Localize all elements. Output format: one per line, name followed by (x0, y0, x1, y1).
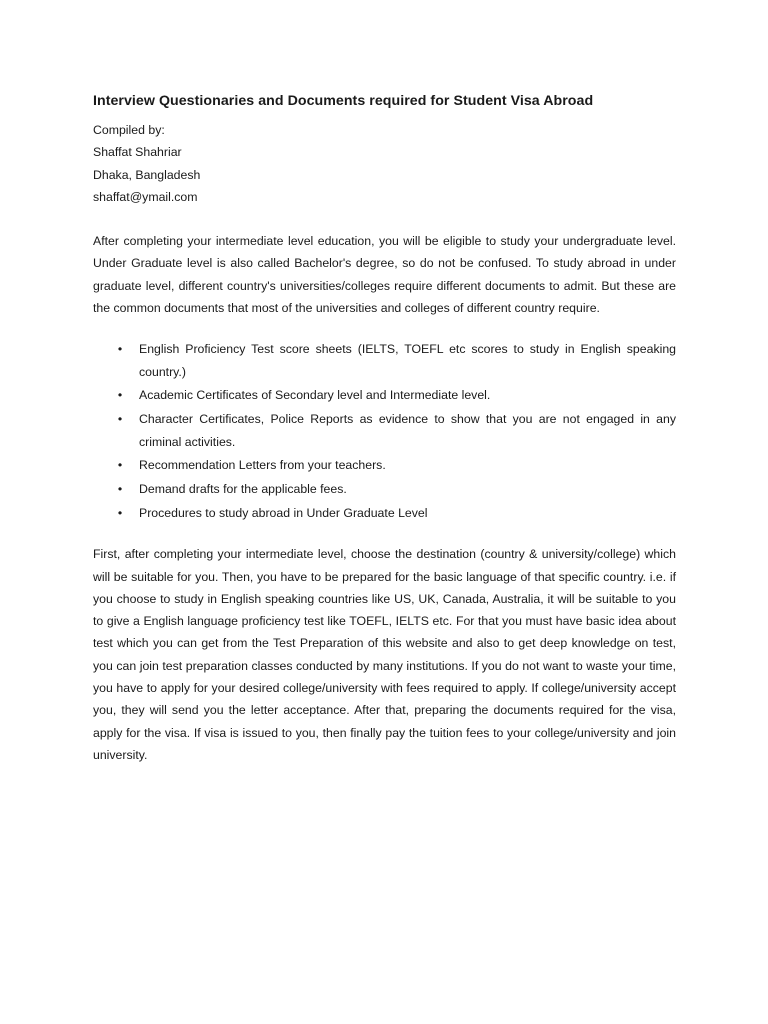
bullet-icon: • (117, 505, 123, 520)
intro-paragraph: After completing your intermediate level education, you will be eligible to study your undergraduate level. Under Graduate level is also called Bachelor's degree, so do not be confused. To study abroad in under graduate level, different country's universities/colleges require different documents to admit. But these are the common documents that most of the universities and colleges of different country require. (93, 234, 676, 316)
procedure-paragraph: First, after completing your intermediate level, choose the destination (country & university/college) which will be suitable for you. Then, you have to be prepared for the basic language of that specific country. i.e. if you choose to study in English speaking countries like US, UK, Canada, Australia, it will be suitable to you to give a English language proficiency test like TOEFL, IELTS etc. For that you must have basic idea about test which you can get from the Test Preparation of this website and also to get deep knowledge on test, you can join test preparation classes conducted by many institutions. If you do not want to waste your time, you have to apply for your desired college/university with fees required to apply. If college/university accept you, they will send you the letter acceptance. After that, preparing the documents required for the visa, apply for the visa. If visa is issued to you, then finally pay the tuition fees to your college/university and join university. (93, 547, 676, 762)
list-item (93, 408, 676, 453)
required-documents-list (93, 338, 676, 524)
author-email: shaffat@ymail.com (93, 189, 198, 204)
list-item (93, 338, 676, 383)
list-item (93, 384, 676, 406)
list-item-text: Character Certificates, Police Reports as evidence to show that you are not engaged in any criminal activities. (139, 412, 676, 449)
bullet-icon: • (117, 388, 123, 403)
list-item (93, 478, 676, 500)
list-item (93, 502, 676, 524)
compiled-by-label: Compiled by: (93, 123, 165, 137)
document-title: Interview Questionaries and Documents required for Student Visa Abroad (93, 93, 594, 109)
bullet-icon: • (117, 412, 123, 427)
author-location: Dhaka, Bangladesh (93, 167, 201, 182)
list-item (93, 454, 676, 476)
list-item-text: Recommendation Letters from your teachers. (139, 458, 386, 473)
bullet-icon: • (117, 458, 123, 473)
list-item-text: Demand drafts for the applicable fees. (139, 482, 347, 497)
author-name: Shaffat Shahriar (93, 145, 182, 160)
compiler-info (93, 119, 676, 208)
bullet-icon: • (117, 342, 123, 357)
list-item-text: Academic Certificates of Secondary level and Intermediate level. (139, 388, 491, 403)
document-page (93, 92, 676, 766)
list-item-text: English Proficiency Test score sheets (IELTS, TOEFL etc scores to study in English speaking country.) (139, 342, 676, 379)
bullet-icon: • (117, 482, 123, 497)
list-item-text: Procedures to study abroad in Under Graduate Level (139, 505, 428, 520)
